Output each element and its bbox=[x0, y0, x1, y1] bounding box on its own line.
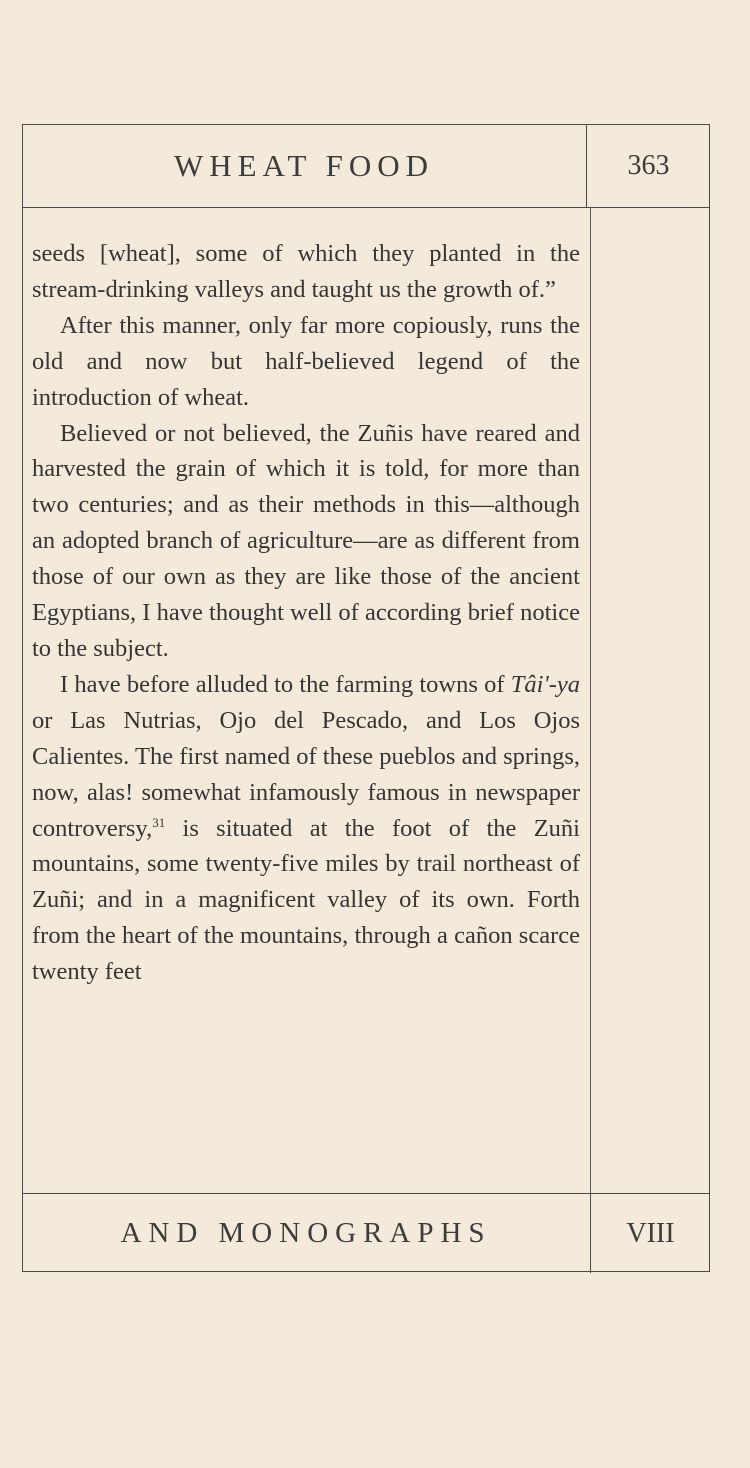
body-text bbox=[32, 236, 580, 990]
running-title: WHEAT FOOD bbox=[173, 148, 435, 183]
series-title: AND MONOGRAPHS bbox=[120, 1217, 492, 1249]
text-run: is situated at the foot of the Zuñi mountains, some twenty-five miles by trail northeast of Zuñi; and in a magnificent valley of its own. Forth from the heart of the mountains, through a cañon scarce twenty feet bbox=[32, 814, 580, 986]
text-run: or Las Nutrias, Ojo del Pescado, and Los Ojos Calientes. The first named of these pueblos and springs, now, alas! somewhat infamously famous in newspaper controversy, bbox=[32, 706, 580, 842]
text-run: I have before alluded to the farming towns of bbox=[60, 670, 511, 698]
footnote-reference: 31 bbox=[152, 814, 166, 830]
paragraph: After this manner, only far more copiously, runs the old and now but half-believed legend of the introduction of wheat. bbox=[32, 311, 580, 411]
place-name-italic: Tâi'-ya bbox=[510, 670, 580, 698]
paragraph bbox=[32, 667, 580, 990]
running-header bbox=[22, 124, 710, 208]
running-footer bbox=[22, 1193, 710, 1272]
page-number: 363 bbox=[586, 124, 710, 208]
margin-column-rule bbox=[590, 208, 591, 1193]
paragraph-continued: seeds [wheat], some of which they planted in the stream-drinking valleys and taught us the growth of.” bbox=[32, 240, 580, 303]
volume-number: VIII bbox=[590, 1194, 710, 1273]
paragraph: Believed or not believed, the Zuñis have reared and harvested the grain of which it is told, for more than two centuries; and as their methods in this—although an adopted branch of agriculture—are as different from those of our own as they are like those of the ancient Egyptians, I have thought well of according brief notice to the subject. bbox=[32, 419, 580, 662]
